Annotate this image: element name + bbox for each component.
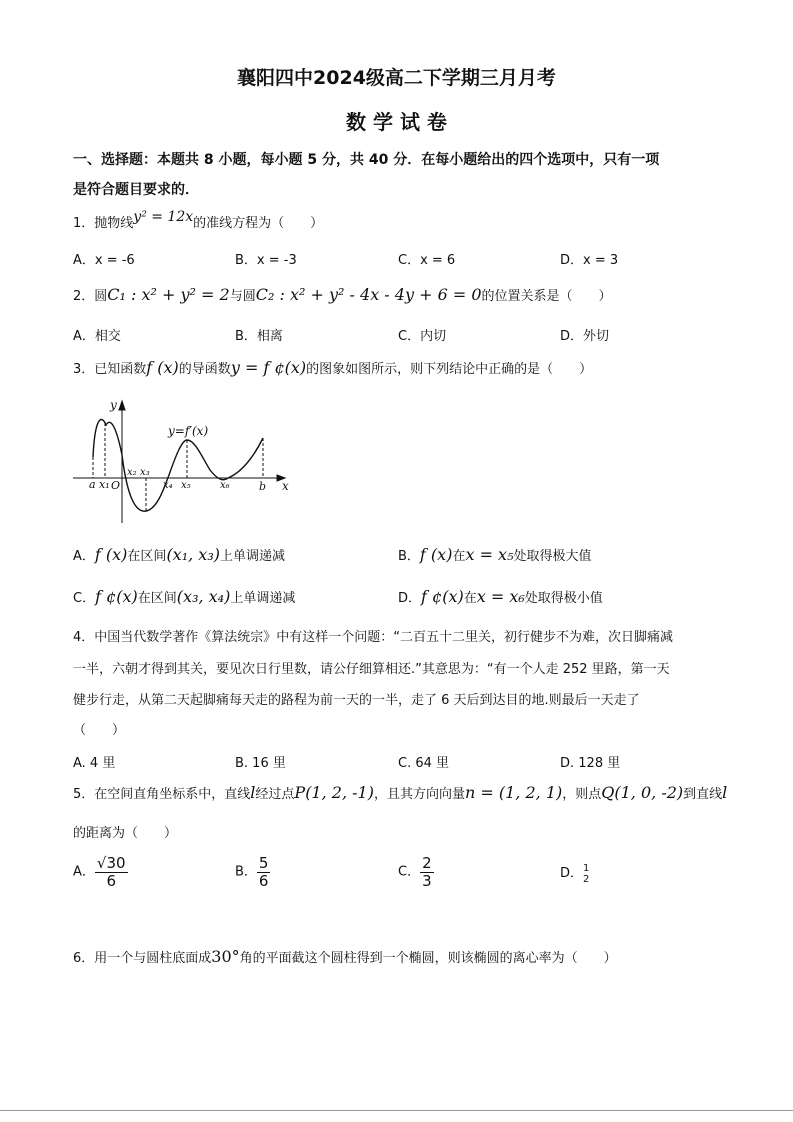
q5-text1: 经过点 [255, 787, 295, 802]
q3-option-d [398, 587, 603, 606]
q1-option-c: C．x = 6 [398, 253, 456, 268]
label-b: b [259, 480, 267, 493]
q5-options-1-den: 6 [258, 871, 269, 890]
exam-subtitle: 数 学 试 卷 [346, 110, 447, 134]
q5-text2: ，且其方向向量 [373, 787, 465, 802]
derivative-graph [70, 395, 295, 530]
q3-options-0-math2: (x₁, x₃) [166, 545, 220, 564]
q3-options-3-text1: 在 [463, 591, 477, 606]
q2-option-d: D．外切 [560, 329, 610, 344]
label-x5: x₅ [181, 480, 191, 491]
label-x6: x₆ [220, 480, 230, 491]
q3-option-a [73, 545, 285, 564]
q5-text4: 到直线 [683, 787, 723, 802]
q5-prefix: 5．在空间直角坐标系中，直线 [73, 787, 251, 802]
q5-n: n = (1, 2, 1) [464, 783, 563, 802]
q3-options-0-text2: 上单调递减 [219, 549, 285, 564]
question-2 [73, 285, 612, 304]
q3-prefix: 3．已知函数 [73, 362, 147, 377]
q3-options-0-math: f (x) [94, 545, 128, 564]
q2-mid: 与圆 [229, 289, 256, 304]
q2-circle1: C₁ : x² + y² = 2 [107, 285, 230, 304]
exam-title: 襄阳四中2024级高二下学期三月月考 [237, 67, 556, 89]
label-x2: x₂ [127, 467, 137, 478]
y-axis-arrow [119, 401, 125, 410]
q5-Q: Q(1, 0, -2) [601, 783, 684, 802]
q6-suffix: 角的平面截这个圆柱得到一个椭圆，则该椭圆的离心率为（ ） [239, 951, 617, 966]
q3-option-c [73, 587, 295, 606]
q3-suffix: 的图象如图所示，则下列结论中正确的是（ ） [306, 362, 593, 377]
q3-options-2-math: f ¢(x) [95, 587, 138, 606]
q4-option-d: D. 128 里 [560, 756, 621, 771]
q2-prefix: 2．圆 [73, 289, 108, 304]
q5-l: l [250, 783, 256, 802]
q5-P: P(1, 2, -1) [294, 783, 374, 802]
q2-suffix: 的位置关系是（ ） [481, 289, 612, 304]
page-bottom-divider [0, 1110, 793, 1111]
q3-fpx: y = f ¢(x) [230, 358, 307, 377]
q5-options-0-letter: A． [73, 864, 95, 880]
q3-options-1-text1: 在 [452, 549, 466, 564]
q5-options-3-den: 2 [583, 873, 590, 885]
q1-option-b: B．x = -3 [235, 253, 297, 268]
section-heading-cont: 是符合题目要求的． [73, 182, 199, 198]
q5-options-0-num: √30 [96, 854, 126, 872]
q6-math: 30° [211, 947, 240, 966]
q5-options-1-num: 5 [258, 854, 269, 872]
question-4-line3: 健步行走，从第二天起脚痛每天走的路程为前一天的一半，走了 6 天后到达目的地.则最后一天走了 [73, 693, 640, 708]
label-x4: x₄ [163, 480, 173, 491]
label-a: a [89, 478, 96, 491]
q5-option-a [73, 855, 128, 889]
q3-mid: 的导函数 [178, 362, 231, 377]
y-label: y [110, 398, 117, 412]
question-6 [73, 947, 617, 966]
q3-options-1-math: f (x) [419, 545, 453, 564]
q3-options-3-math: f ¢(x) [421, 587, 464, 606]
q5-text3: ，则点 [562, 787, 602, 802]
q3-options-3-text2: 处取得极小值 [524, 591, 603, 606]
q5-options-2-den: 3 [422, 871, 432, 890]
q2-option-a: A．相交 [73, 329, 121, 344]
label-x3: x₃ [140, 467, 150, 478]
q1-prefix: 1．抛物线 [73, 216, 134, 231]
q5-options-3-letter: D． [560, 866, 584, 881]
q4-option-a: A. 4 里 [73, 756, 116, 771]
label-x1: x₁ [99, 478, 110, 491]
q5-option-b [235, 855, 270, 889]
q3-options-3-math2: x = x₆ [476, 587, 525, 606]
q3-options-2-math2: (x₃, x₄) [176, 587, 231, 606]
q5-options-2-letter: C． [398, 864, 421, 880]
q5-option-d [560, 862, 589, 885]
q2-option-b: B．相离 [235, 329, 283, 344]
q1-suffix: 的准线方程为（ ） [193, 216, 324, 231]
q3-options-0-letter: A． [73, 549, 95, 564]
q5-l2: l [722, 783, 728, 802]
q5-options-1-letter: B． [235, 864, 257, 880]
q3-options-1-text2: 处取得极大值 [513, 549, 592, 564]
question-3 [73, 358, 592, 377]
q3-options-1-math2: x = x₅ [465, 545, 514, 564]
q1-option-d: D．x = 3 [560, 253, 619, 268]
q3-options-1-letter: B． [398, 549, 420, 564]
q6-prefix: 6．用一个与圆柱底面成 [73, 951, 212, 966]
q3-options-3-letter: D． [398, 591, 422, 606]
q5-options-0-den: 6 [106, 871, 116, 890]
q3-options-2-text1: 在区间 [137, 591, 177, 606]
q3-option-b [398, 545, 592, 564]
q5-option-c [398, 855, 434, 889]
q5-options-3-num: 1 [583, 862, 590, 874]
x-label: x [282, 479, 289, 493]
q1-option-a: A．x = -6 [73, 253, 135, 268]
q3-fx: f (x) [146, 358, 179, 377]
question-5 [73, 783, 727, 802]
question-5-line2: 的距离为（ ） [73, 826, 178, 841]
question-4-line2: 一半，六朝才得到其关，要见次日行里数，请公仔细算相还.”其意思为：“有一个人走 252 里路，第一天 [73, 662, 670, 677]
label-origin: O [111, 479, 121, 492]
q3-options-0-text1: 在区间 [127, 549, 167, 564]
q2-option-c: C．内切 [398, 329, 447, 344]
section-heading: 一、选择题：本题共 8 小题，每小题 5 分，共 40 分．在每小题给出的四个选项中，只有一项 [73, 152, 660, 168]
q3-options-2-letter: C． [73, 591, 96, 606]
question-4-line4: （ ） [73, 723, 126, 738]
q3-options-2-text2: 上单调递减 [230, 591, 296, 606]
q2-circle2: C₂ : x² + y² - 4x - 4y + 6 = 0 [255, 285, 482, 304]
curve-label: y=f′(x) [168, 424, 209, 438]
question-1 [73, 209, 324, 231]
q1-math: y² = 12x [133, 209, 194, 225]
q4-option-b: B. 16 里 [235, 756, 286, 771]
q4-option-c: C. 64 里 [398, 756, 450, 771]
question-4-line1: 4．中国当代数学著作《算法统宗》中有这样一个问题：“二百五十二里关，初行健步不为难，次日脚痛减 [73, 630, 674, 645]
q5-options-2-num: 2 [422, 854, 432, 872]
